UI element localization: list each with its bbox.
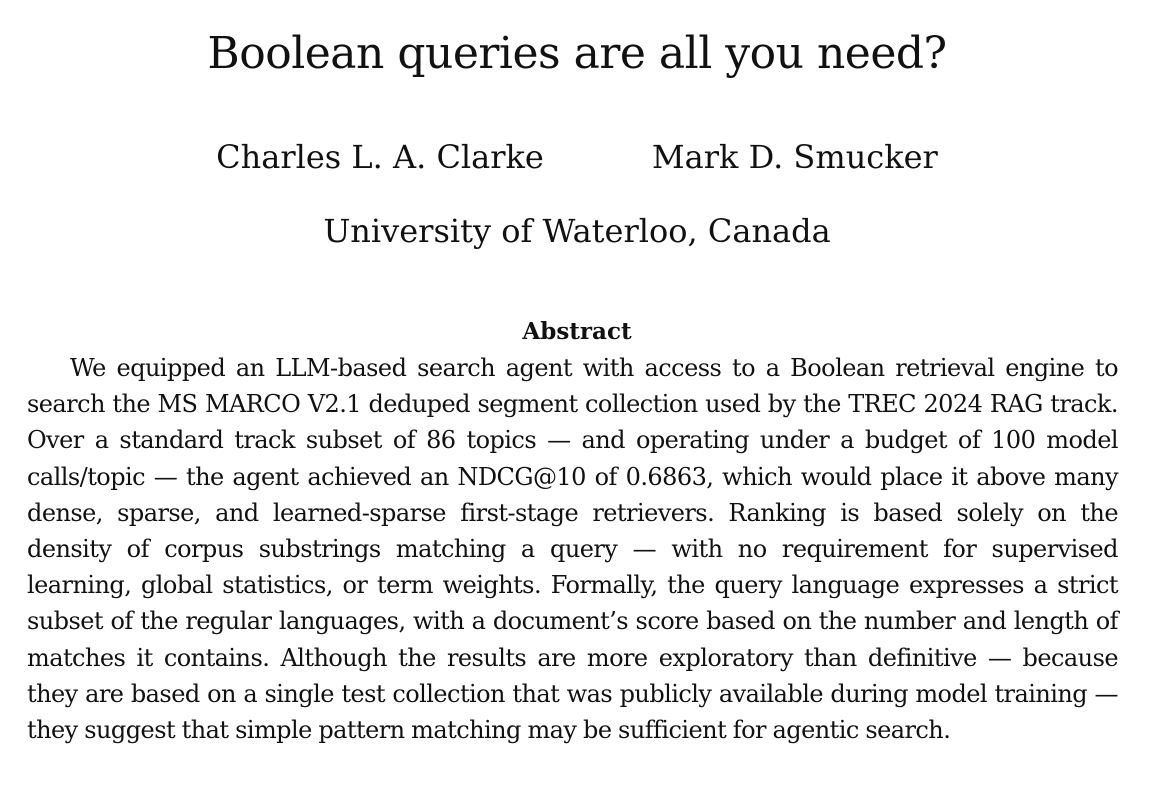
author-affiliation: University of Waterloo, Canada bbox=[323, 212, 831, 250]
author-name: Mark D. Smucker bbox=[651, 138, 938, 176]
paper-title: Boolean queries are all you need? bbox=[207, 28, 947, 79]
author-list bbox=[0, 140, 1154, 175]
abstract-text: We equipped an LLM-based search agent with access to a Boolean retrieval engine to search the MS MARCO V2.1 deduped segment collection used by the TREC 2024 RAG track. Over a standard track subset of 86 topics — and operating under a budget of 100 model calls/topic — the agent achieved an NDCG@10 of 0.6863, which would place it above many dense, sparse, and learned-sparse first-stage retrievers. Ranking is based solely on the density of corpus substrings matching a query — with no requirement for supervised learning, global statistics, or term weights. Formally, the query language expresses a strict subset of the regular languages, with a document’s score based on the number and length of matches it contains. Although the results are more exploratory than definitive — because they are based on a single test collection that was publicly available during model training — they suggest that simple pattern matching may be sufficient for agentic search. bbox=[27, 354, 1118, 745]
abstract-heading: Abstract bbox=[522, 318, 632, 345]
author-name: Charles L. A. Clarke bbox=[216, 138, 544, 176]
